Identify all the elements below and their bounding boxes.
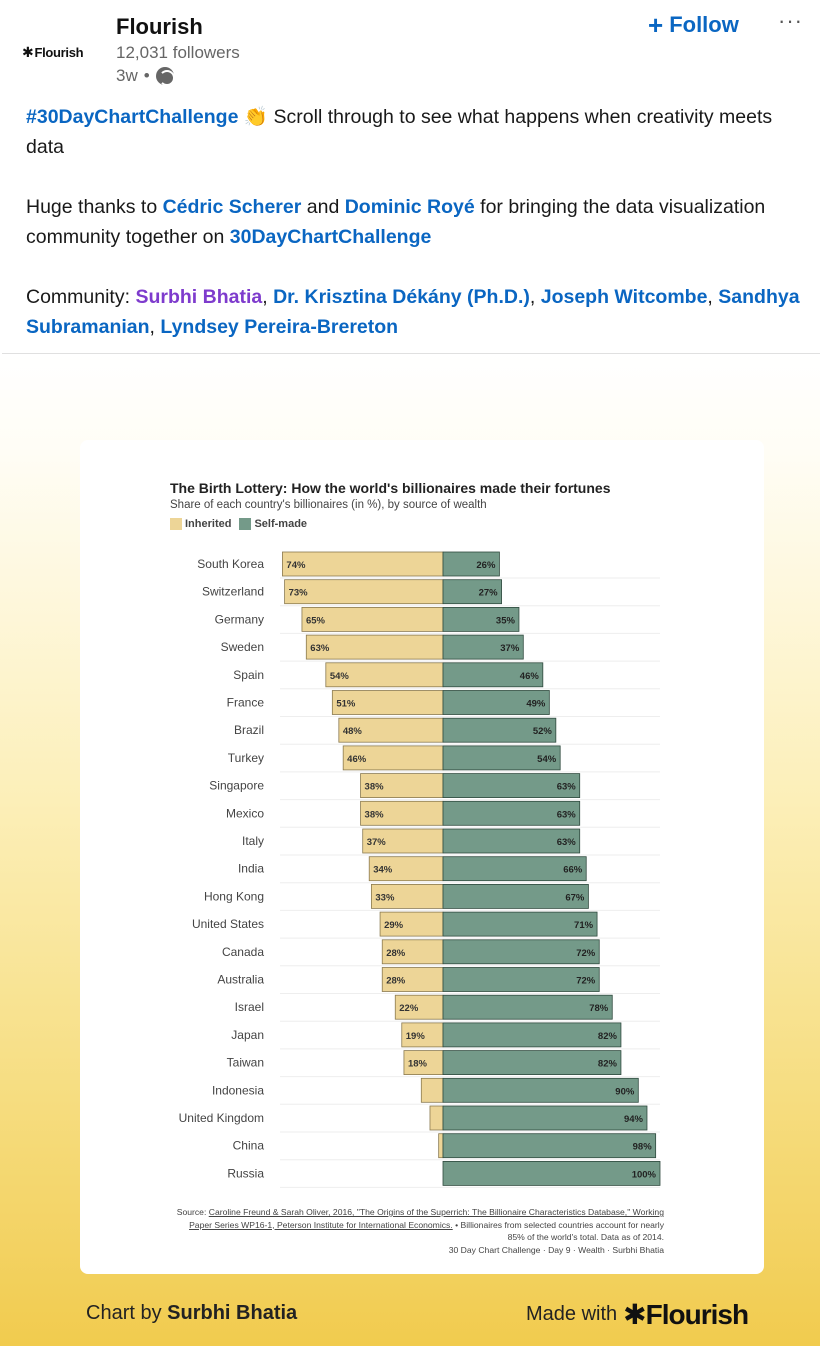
data-label-self-made-italy: 63% [556,837,576,848]
data-label-inherited-hong-kong: 33% [375,892,395,904]
bar-self-made-china [443,1134,656,1158]
data-label-inherited-turkey: 46% [347,753,367,765]
category-label-australia: Australia [217,972,264,987]
mention-lyndsey-pereira-brereton[interactable]: Lyndsey Pereira-Brereton [160,316,399,338]
chart-by-label: Chart by [86,1302,168,1324]
post-media[interactable] [0,354,820,1346]
data-label-self-made-hong-kong: 67% [565,892,585,904]
paragraph-2-text: Huge thanks to [26,196,163,218]
data-label-self-made-sweden: 37% [500,643,520,655]
asterisk-icon: ✱ [22,43,34,60]
data-label-self-made-china: 98% [632,1141,652,1153]
separator: , [529,286,541,308]
data-label-self-made-brazil: 52% [532,726,552,738]
post-paragraph-2 [26,192,806,252]
category-label-germany: Germany [214,612,264,627]
chart-source [176,1206,664,1256]
mention-dominic-roye[interactable]: Dominic Royé [344,196,475,218]
chart-credit [86,1302,297,1325]
data-label-inherited-france: 51% [336,698,356,710]
chart-card [80,440,764,1274]
data-label-self-made-mexico: 63% [556,809,576,821]
data-label-inherited-australia: 28% [386,975,406,987]
bar-inherited-united-kingdom [430,1106,443,1130]
category-label-singapore: Singapore [209,778,264,793]
data-label-self-made-united-states: 71% [574,920,594,932]
paragraph-3-text: Community: [26,286,136,308]
mention-krisztina-dekany[interactable]: Dr. Krisztina Dékány (Ph.D.) [273,286,530,308]
post-meta [116,66,174,86]
data-label-self-made-india: 66% [563,864,583,876]
data-label-inherited-india: 34% [373,864,393,876]
follow-button[interactable] [648,10,739,40]
chart-title: The Birth Lottery: How the world's billionaires made their fortunes [170,480,611,496]
paragraph-2-text: and [301,196,345,218]
bar-self-made-united-kingdom [443,1106,647,1130]
bar-inherited-china [439,1134,443,1158]
data-label-self-made-canada: 72% [576,947,596,959]
follow-label: Follow [669,12,739,37]
data-label-inherited-israel: 22% [399,1003,419,1015]
data-label-inherited-germany: 65% [305,615,325,627]
data-label-inherited-mexico: 38% [364,809,384,821]
chart-author: Surbhi Bhatia [167,1302,298,1324]
category-label-france: France [226,695,264,710]
category-label-india: India [237,861,264,876]
source-prefix: Source: [176,1207,209,1217]
data-label-self-made-united-kingdom: 94% [623,1114,643,1125]
bar-inherited-south-korea [282,552,443,576]
data-label-self-made-germany: 35% [495,615,515,627]
category-label-united-kingdom: United Kingdom [178,1111,264,1125]
globe-icon [156,67,174,85]
clap-emoji: 👏 [243,106,269,128]
bar-self-made-taiwan [443,1051,621,1075]
meta-separator: • [143,66,150,85]
paragraph-1-text: Scroll through to see what happens when creativity meets data [26,106,773,158]
made-with-label: Made with [526,1303,618,1325]
data-label-self-made-russia: 100% [631,1169,656,1181]
data-label-inherited-taiwan: 18% [407,1058,427,1070]
category-label-turkey: Turkey [227,750,264,765]
category-label-taiwan: Taiwan [226,1055,264,1070]
separator: , [262,286,274,308]
category-label-indonesia: Indonesia [211,1083,264,1098]
bar-self-made-indonesia [443,1078,638,1102]
data-label-self-made-turkey: 54% [537,753,557,765]
bar-self-made-israel [443,995,612,1019]
category-label-sweden: Sweden [220,640,264,655]
data-label-self-made-israel: 78% [589,1003,609,1015]
mention-sandhya-subramanian[interactable]: Sandhya Subramanian [26,286,800,338]
category-label-mexico: Mexico [225,806,264,821]
plus-icon: + [648,9,664,40]
legend-label-inherited: Inherited [185,518,232,530]
bar-inherited-switzerland [285,580,443,604]
bar-inherited-indonesia [421,1078,443,1102]
company-logo[interactable] [22,38,106,66]
data-label-self-made-australia: 72% [576,975,596,987]
page-link-30daychartchallenge[interactable]: 30DayChartChallenge [229,226,432,248]
author-name[interactable]: Flourish [116,14,203,39]
data-label-inherited-south-korea: 74% [286,560,306,571]
data-label-inherited-switzerland: 73% [288,587,308,599]
data-label-self-made-spain: 46% [519,670,539,682]
data-label-inherited-spain: 54% [329,670,349,682]
data-label-inherited-sweden: 63% [310,643,330,655]
follower-count: 12,031 followers [116,43,240,62]
chart-subtitle: Share of each country's billionaires (in %), by source of wealth [170,499,487,511]
data-label-self-made-singapore: 63% [556,781,576,793]
bar-self-made-russia [443,1161,660,1185]
paragraph-2-text: for bringing the data visualization community together on [26,196,766,248]
category-label-switzerland: Switzerland [201,584,264,599]
post-header [0,0,820,100]
data-label-self-made-france: 49% [526,698,546,710]
data-label-inherited-japan: 19% [405,1030,425,1042]
mention-cedric-scherer[interactable]: Cédric Scherer [162,196,302,218]
asterisk-icon: ✱ [623,1299,646,1330]
category-label-south-korea: South Korea [197,557,264,571]
category-label-israel: Israel [234,1000,264,1015]
category-label-canada: Canada [221,944,264,959]
post-paragraph-3 [26,282,806,342]
separator: , [707,286,719,308]
data-label-inherited-italy: 37% [366,837,386,848]
data-label-self-made-japan: 82% [597,1030,617,1042]
category-label-russia: Russia [227,1166,264,1181]
bar-self-made-japan [443,1023,621,1047]
category-label-spain: Spain [233,667,264,682]
mention-joseph-witcombe[interactable]: Joseph Witcombe [540,286,708,308]
legend-label-self-made: Self-made [254,518,308,530]
made-with-flourish[interactable] [526,1298,748,1331]
data-label-self-made-switzerland: 27% [478,587,498,599]
post-text [26,102,806,372]
category-label-brazil: Brazil [233,723,264,738]
data-label-self-made-taiwan: 82% [597,1058,617,1070]
data-label-self-made-indonesia: 90% [615,1086,635,1098]
data-label-self-made-south-korea: 26% [476,560,496,571]
data-label-inherited-brazil: 48% [342,726,362,738]
source-note: • Billionaires from selected countries account for nearly 85% of the world's total. Data as of 2014. [452,1219,664,1242]
data-label-inherited-canada: 28% [386,947,406,959]
post-paragraph-1 [26,102,806,162]
flourish-brand-text: Flourish [645,1299,749,1330]
separator: , [149,316,161,338]
more-options-button[interactable]: ··· [778,8,803,33]
category-label-china: China [232,1138,264,1153]
category-label-japan: Japan [231,1027,264,1042]
category-label-italy: Italy [241,834,264,848]
flourish-brand [623,1298,748,1331]
logo-text: Flourish [34,44,84,60]
data-label-inherited-united-states: 29% [384,920,404,932]
post-time: 3w [116,66,138,85]
hashtag-link[interactable]: #30DayChartChallenge [26,106,239,128]
source-credit: 30 Day Chart Challenge · Day 9 · Wealth · Surbhi Bhatia [448,1244,664,1255]
mention-surbhi-bhatia[interactable]: Surbhi Bhatia [135,286,263,308]
data-label-inherited-singapore: 38% [364,781,384,793]
category-label-united-states: United States [191,917,264,932]
category-label-hong-kong: Hong Kong [203,889,264,904]
source-link[interactable]: Caroline Freund & Sarah Oliver, 2016, "The Origins of the Superrich: The Billionaire Characteristics Database," Working Paper Series WP16-1, Peterson Institute for International Economics. [189,1207,664,1230]
birth-lottery-chart [80,440,764,1200]
